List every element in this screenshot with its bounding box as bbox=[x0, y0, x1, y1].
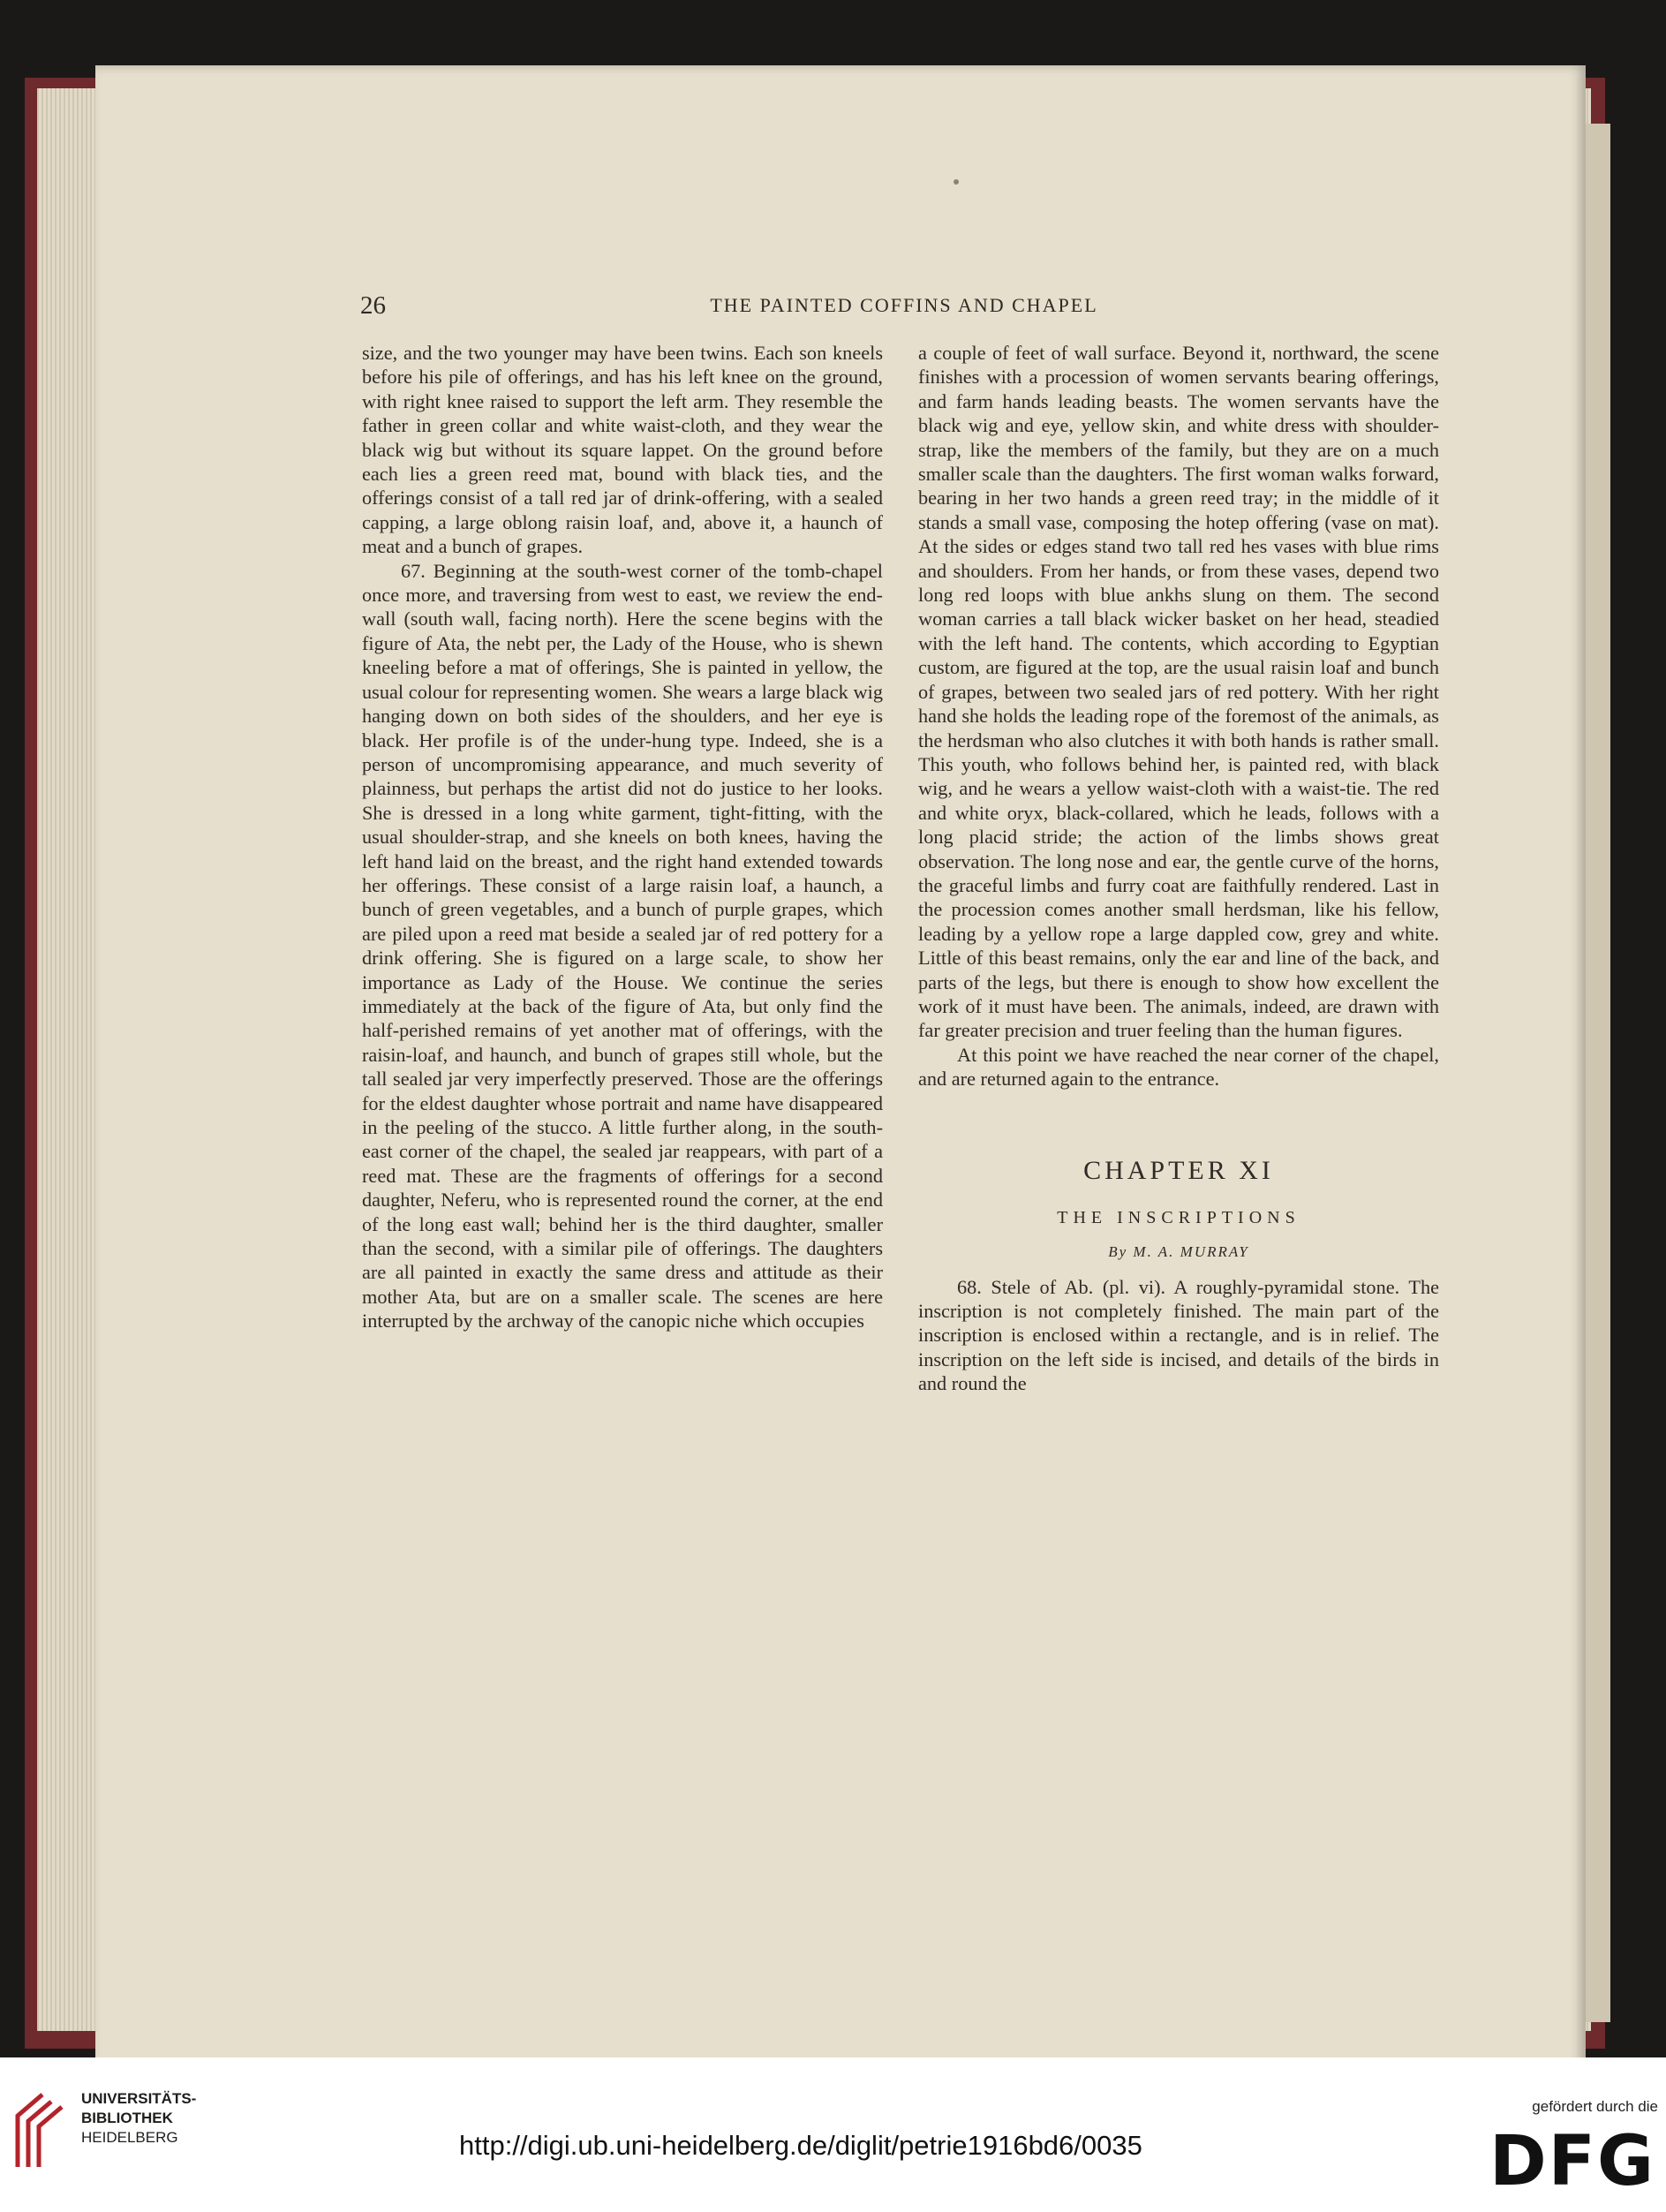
chapter-author: By M. A. MURRAY bbox=[1108, 1242, 1249, 1260]
running-title: THE PAINTED COFFINS AND CHAPEL bbox=[710, 294, 1098, 316]
running-head bbox=[360, 291, 1448, 318]
paper-spot bbox=[954, 179, 959, 185]
left-column bbox=[362, 341, 883, 1333]
footer-bar bbox=[0, 2057, 1666, 2212]
permalink-url[interactable]: http://digi.ub.uni-heidelberg.de/diglit/petrie1916bd6/0035 bbox=[459, 2130, 1142, 2161]
chapter-subtitle: THE INSCRIPTIONS bbox=[1057, 1207, 1300, 1227]
university-library-logo-icon bbox=[12, 2089, 69, 2170]
dfg-logo: DFG bbox=[1489, 2122, 1655, 2201]
page-number: 26 bbox=[360, 291, 386, 320]
paragraph-continued: a couple of feet of wall surface. Beyond it, northward, the scene finishes with a procession of women servants bearing offerings, and farm hands leading beasts. The women servants have the black wig and eye, yellow skin, and white dress with shoulder-strap, like the members of the family, but they are on a much smaller scale than the daughters. The first woman walks forward, bearing in her two hands a green reed tray; in the middle of it stands a small vase, composing the hotep offering (vase on mat). At the sides or edges stand two tall red hes vases with blue rims and shoulders. From her hands, or from these vases, depend two long red loops with blue ankhs slung on them. The second woman carries a tall black wicker basket on her head, steadied with the left hand. The contents, which according to Egyptian custom, are figured at the top, are the usual raisin loaf and bunch of grapes, between two sealed jars of red pottery. With her right hand she holds the leading rope of the foremost of the animals, as the herdsman who also clutches it with both hands is rather small. This youth, who follows behind her, is painted red, with black wig, and he wears a yellow waist-cloth with a waist-tie. The red and white oryx, black-collared, which he leads, follows with a long placid stride; the action of the limbs shows great observation. The long nose and ear, the gentle curve of the horns, the graceful limbs and furry coat are faithfully rendered. Last in the procession comes another small herdsman, like his fellow, leading by a yellow rope a large dappled cow, grey and white. Little of this beast remains, only the ear and line of the back, and parts of the legs, but there is enough to show how excellent the work of it must have been. The animals, indeed, are drawn with far greater precision and truer feeling than the human figures. bbox=[918, 342, 1439, 1042]
university-library-name bbox=[81, 2089, 258, 2148]
chapter-heading: CHAPTER XI bbox=[1083, 1155, 1274, 1185]
paragraph-67: 67. Beginning at the south-west corner of the tomb-chapel once more, and traversing from west to east, we review the end-wall (south wall, facing north). Here the scene begins with the figure of Ata, the nebt per, the Lady of the House, who is shewn kneeling before a mat of offerings, She is painted in yellow, the usual colour for representing women. She wears a large black wig hanging down on both sides of the shoulders, and her eye is black. Her profile is of the under-hung type. Indeed, she is a person of uncompromising appearance, and much severity of plainness, but perhaps the artist did not do justice to her looks. She is dressed in a long white garment, tight-fitting, with the usual shoulder-strap, and she kneels on both knees, having the left hand laid on the breast, and the right hand extended towards her offerings. These consist of a large raisin loaf, a haunch, a bunch of green vegetables, and a bunch of purple grapes, which are piled upon a reed mat beside a sealed jar of red pottery for a drink offering. She is figured on a large scale, to show her importance as Lady of the House. We continue the series immediately at the back of the figure of Ata, but only find the half-perished remains of yet another mat of offerings, with the raisin-loaf, and haunch, and bunch of grapes still whole, but the tall sealed jar very imperfectly preserved. Those are the offerings for the eldest daughter whose portrait and name have disappeared in the peeling of the stucco. A little further along, in the south-east corner of the chapel, the sealed jar reappears, with part of a reed mat. These are the fragments of offerings for a second daughter, Neferu, who is represented round the corner, at the end of the long east wall; behind her is the third daughter, smaller than the second, with a similar pile of offerings. The daughters are all painted in exactly the same dress and attitude as their mother Ata, but are on a smaller scale. The scenes are here interrupted by the archway of the canopic niche which occupies bbox=[362, 559, 883, 1332]
right-column bbox=[918, 341, 1439, 1396]
library-line-2: BIBLIOTHEK bbox=[81, 2110, 173, 2126]
facing-page-edge bbox=[1586, 124, 1610, 2022]
library-line-1: UNIVERSITÄTS- bbox=[81, 2090, 197, 2107]
paragraph-closing: At this point we have reached the near corner of the chapel, and are returned again to the entrance. bbox=[918, 1043, 1439, 1091]
funding-label: gefördert durch die bbox=[1532, 2098, 1658, 2115]
paragraph-68: 68. Stele of Ab. (pl. vi). A roughly-pyramidal stone. The inscription is not completely finished. The main part of the inscription is enclosed within a rectangle, and is in relief. The inscription on the left side is incised, and details of the birds in and round the bbox=[918, 1275, 1439, 1395]
library-line-3: HEIDELBERG bbox=[81, 2129, 178, 2146]
paragraph-1: size, and the two younger may have been twins. Each son kneels before his pile of offerings, and has his left knee on the ground, with right knee raised to support the left arm. They resemble the father in green collar and white waist-cloth, and they wear the black wig but without its square lappet. On the ground before each lies a green reed mat, bound with black ties, and the offerings consist of a tall red jar of drink-offering, with a sealed capping, a large oblong raisin loaf, and, above it, a haunch of meat and a bunch of grapes. bbox=[362, 342, 883, 558]
